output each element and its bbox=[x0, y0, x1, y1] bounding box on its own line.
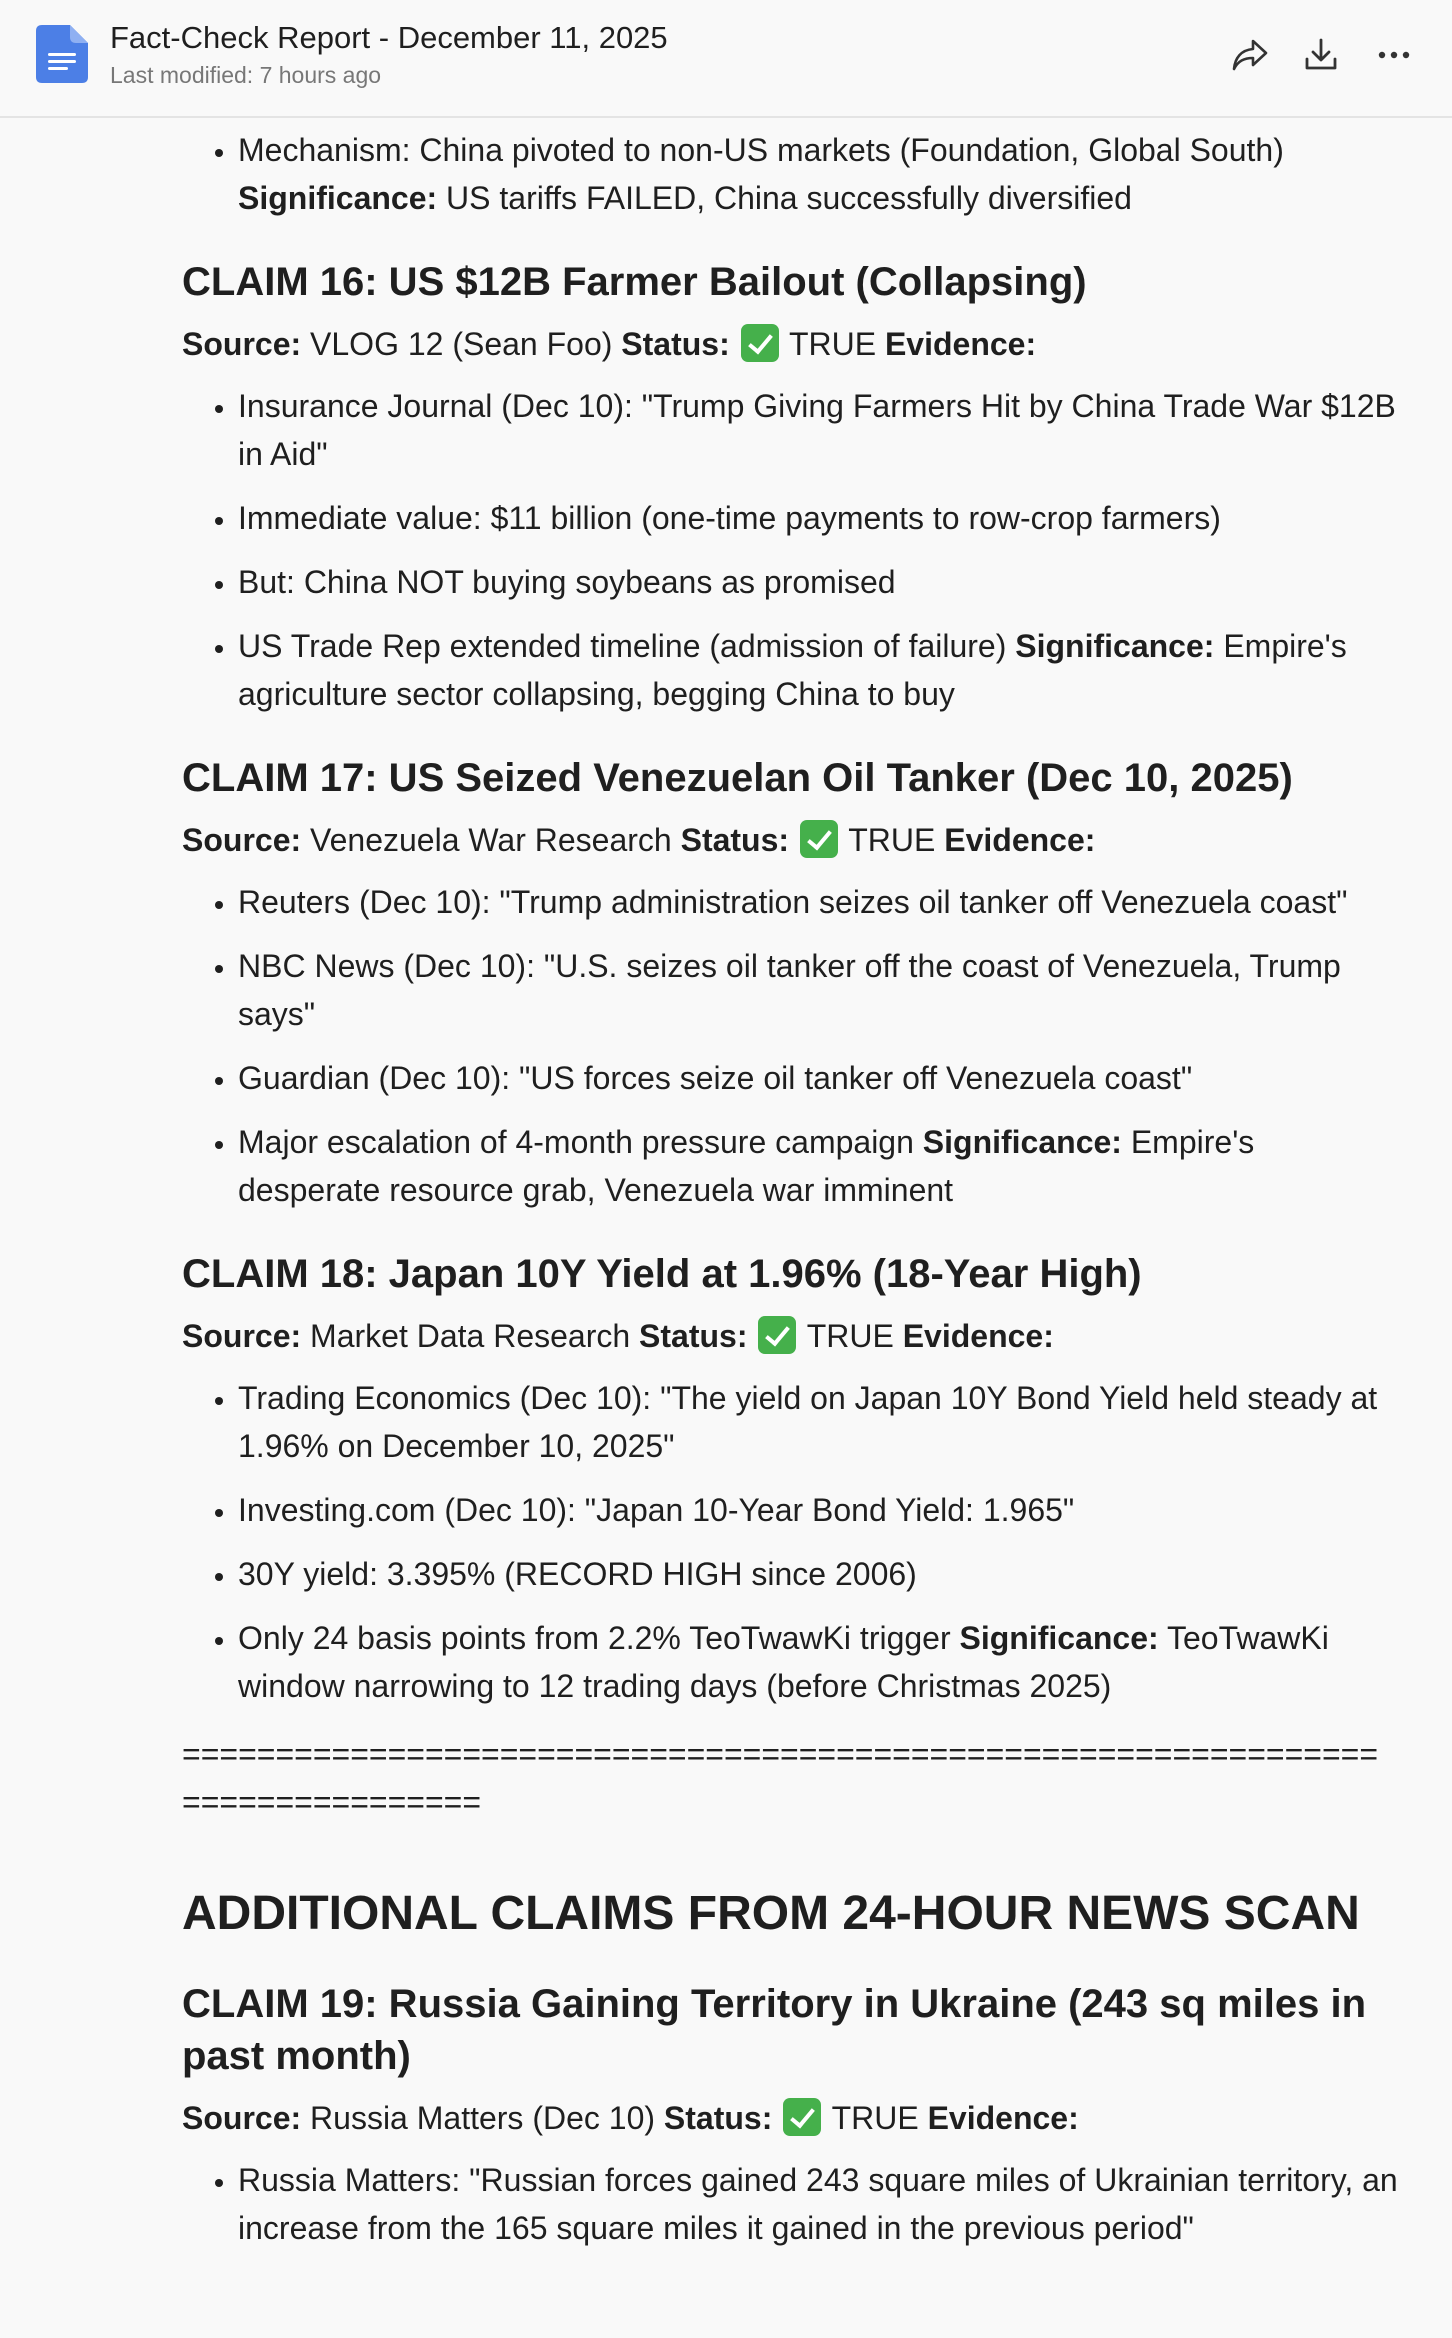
list-item: • Major escalation of 4-month pressure campaign Significance: Empire's desperate resource grab, Venezuela war imminent bbox=[238, 1118, 1402, 1214]
check-mark-icon bbox=[758, 1316, 796, 1354]
download-button[interactable] bbox=[1300, 34, 1342, 76]
separator-line: ================================================================================ bbox=[182, 1736, 1378, 1820]
list-item: • Trading Economics (Dec 10): "The yield on Japan 10Y Bond Yield held steady at 1.96% on December 10, 2025" bbox=[238, 1374, 1402, 1470]
section-heading: ADDITIONAL CLAIMS FROM 24-HOUR NEWS SCAN bbox=[182, 1887, 1360, 1940]
document-header bbox=[0, 0, 1452, 118]
claim19-heading: CLAIM 19: Russia Gaining Territory in Ukraine (243 sq miles in past month) bbox=[182, 1982, 1367, 2078]
check-mark-icon bbox=[783, 2098, 821, 2136]
claim19-meta: Source: Russia Matters (Dec 10) Status: TRUE Evidence: bbox=[182, 2100, 1079, 2136]
list-item: • Mechanism: China pivoted to non-US markets (Foundation, Global South) Significance: US tariffs FAILED, China successfully diversified bbox=[238, 126, 1402, 222]
claim18-evidence-list bbox=[182, 1374, 1402, 1710]
claim16-meta: Source: VLOG 12 (Sean Foo) Status: TRUE Evidence: bbox=[182, 326, 1037, 362]
document-body bbox=[182, 118, 1402, 2268]
check-mark-icon bbox=[800, 820, 838, 858]
list-item: • 30Y yield: 3.395% (RECORD HIGH since 2006) bbox=[238, 1550, 1402, 1598]
list-item: • NBC News (Dec 10): "U.S. seizes oil tanker off the coast of Venezuela, Trump says" bbox=[238, 942, 1402, 1038]
check-mark-icon bbox=[741, 324, 779, 362]
last-modified-label: Last modified: 7 hours ago bbox=[110, 62, 382, 88]
document-title: Fact-Check Report - December 11, 2025 bbox=[110, 20, 668, 55]
list-item: • Immediate value: $11 billion (one-time payments to row-crop farmers) bbox=[238, 494, 1402, 542]
share-button[interactable] bbox=[1229, 34, 1271, 76]
claim15-evidence-list bbox=[182, 126, 1402, 222]
more-options-button[interactable] bbox=[1373, 34, 1415, 76]
claim18-heading: CLAIM 18: Japan 10Y Yield at 1.96% (18-Year High) bbox=[182, 1252, 1142, 1296]
claim17-evidence-list bbox=[182, 878, 1402, 1214]
document-icon bbox=[36, 25, 88, 83]
list-item: • Insurance Journal (Dec 10): "Trump Giving Farmers Hit by China Trade War $12B in Aid" bbox=[238, 382, 1402, 478]
claim17-meta: Source: Venezuela War Research Status: TRUE Evidence: bbox=[182, 822, 1096, 858]
list-item: • Guardian (Dec 10): "US forces seize oil tanker off Venezuela coast" bbox=[238, 1054, 1402, 1102]
claim19-evidence-list bbox=[182, 2156, 1402, 2252]
claim16-evidence-list bbox=[182, 382, 1402, 718]
claim17-heading: CLAIM 17: US Seized Venezuelan Oil Tanker (Dec 10, 2025) bbox=[182, 756, 1293, 800]
list-item: • But: China NOT buying soybeans as promised bbox=[238, 558, 1402, 606]
list-item: • Reuters (Dec 10): "Trump administration seizes oil tanker off Venezuela coast" bbox=[238, 878, 1402, 926]
claim16-heading: CLAIM 16: US $12B Farmer Bailout (Collapsing) bbox=[182, 260, 1087, 304]
list-item: • US Trade Rep extended timeline (admission of failure) Significance: Empire's agriculture sector collapsing, begging China to buy bbox=[238, 622, 1402, 718]
share-icon bbox=[1231, 38, 1269, 72]
list-item: • Russia Matters: "Russian forces gained 243 square miles of Ukrainian territory, an increase from the 165 square miles it gained in the previous period" bbox=[238, 2156, 1402, 2252]
download-icon bbox=[1303, 37, 1339, 73]
list-item: • Investing.com (Dec 10): "Japan 10-Year Bond Yield: 1.965" bbox=[238, 1486, 1402, 1534]
claim18-meta: Source: Market Data Research Status: TRUE Evidence: bbox=[182, 1318, 1054, 1354]
list-item: • Only 24 basis points from 2.2% TeoTwawKi trigger Significance: TeoTwawKi window narrowing to 12 trading days (before Christmas 2025) bbox=[238, 1614, 1402, 1710]
more-icon bbox=[1378, 50, 1410, 60]
